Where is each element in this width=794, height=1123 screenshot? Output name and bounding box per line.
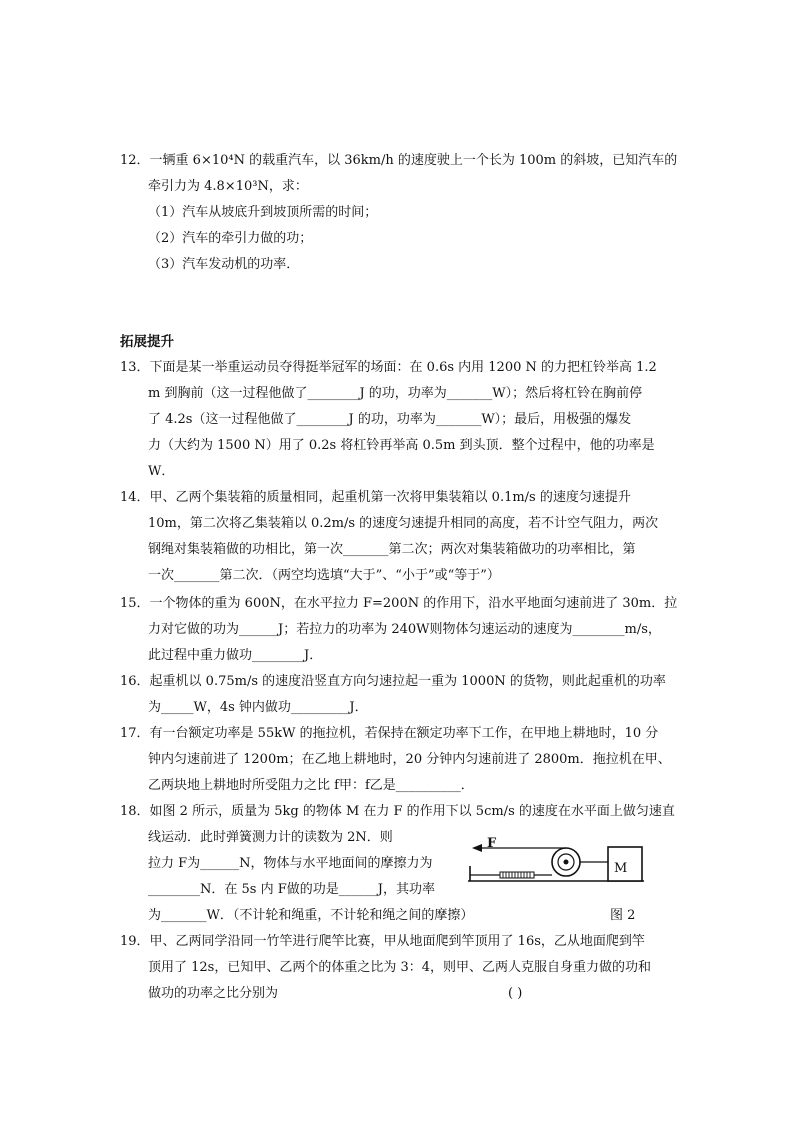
q18-line-2: 线运动．此时弹簧测力计的读数为 2N．则 [148,830,393,845]
q14-line-1: 14．甲、乙两个集装箱的质量相同，起重机第一次将甲集装箱以 0.1m/s 的速度匀速提升 [120,490,631,505]
spring-scale [500,872,534,878]
q13-line-4: 力（大约为 1500 N）用了 0.2s 将杠铃再举高 0.5m 到头顶．整个过程中，他的功率是 [148,438,655,453]
q13-line-2: m 到胸前（这一过程他做了________J 的功，功率为_______W）；然后将杠铃在胸前停 [148,386,643,401]
q15-line-2: 力对它做的功为______J；若拉力的功率为 240W则物体匀速运动的速度为________m/s， [148,622,661,637]
figure-caption: 图 2 [610,908,636,923]
q13-line-3: 了 4.2s（这一过程他做了________J 的功，功率为_______W）；最后，用极强的爆发 [148,412,632,427]
pulley-axle [564,860,569,865]
figure-force-label: F [487,836,497,851]
q19-line-3: 做功的功率之比分别为 [148,986,279,1001]
q16-line-1: 16．起重机以 0.75m/s 的速度沿竖直方向匀速拉起一重为 1000N 的货物，则此起重机的功率 [120,674,666,689]
q12-sub-1: （1）汽车从坡底升到坡顶所需的时间； [148,205,378,220]
q18-line-5: 为_______W．（不计轮和绳重，不计轮和绳之间的摩擦） [148,908,474,923]
q16-line-2: 为_____W，4s 钟内做功_________J． [148,700,368,715]
q13-line-1: 13．下面是某一举重运动员夺得挺举冠军的场面：在 0.6s 内用 1200 N 的力把杠铃举高 1.2 [120,360,657,375]
q14-line-2: 10m，第二次将乙集装箱以 0.2m/s 的速度匀速提升相同的高度，若不计空气阻力，两次 [148,516,659,531]
q12-sub-3: （3）汽车发动机的功率． [148,257,300,272]
q13-line-5: W． [148,464,175,479]
q14-line-3: 钢绳对集装箱做的功相比，第一次_______第二次；两次对集装箱做功的功率相比，第 [148,542,636,557]
q18-line-3: 拉力 F为______N，物体与水平地面间的摩擦力为 [148,856,433,871]
q15-line-3: 此过程中重力做功________J． [148,648,323,663]
q15-line-1: 15．一个物体的重为 600N，在水平拉力 F=200N 的作用下，沿水平地面匀速前进了 30m．拉 [120,596,678,611]
q12-line-1: 12．一辆重 6×10⁴N 的载重汽车，以 36km/h 的速度驶上一个长为 100m 的斜坡，已知汽车的 [120,153,678,168]
q19-line-1: 19．甲、乙两同学沿同一竹竿进行爬竿比赛，甲从地面爬到竿顶用了 16s，乙从地面爬到竿 [120,934,645,949]
force-arrow [472,844,482,852]
figure-block-label: M [614,861,628,876]
q19-line-2: 顶用了 12s，已知甲、乙两个的体重之比为 3：4，则甲、乙两人克服自身重力做的功和 [148,960,652,975]
q14-line-4: 一次_______第二次．（两空均选填“大于”、“小于”或“等于”） [148,568,500,583]
q17-line-1: 17．有一台额定功率是 55kW 的拖拉机，若保持在额定功率下工作，在甲地上耕地时，10 分 [120,726,659,741]
q17-line-3: 乙两块地上耕地时所受阻力之比 f甲：f乙是__________． [148,778,474,793]
q18-line-1: 18．如图 2 所示，质量为 5kg 的物体 M 在力 F 的作用下以 5cm/s 的速度在水平面上做匀速直 [120,804,675,819]
q17-line-2: 钟内匀速前进了 1200m；在乙地上耕地时，20 分钟内匀速前进了 2800m．拖拉机在甲、 [148,752,671,767]
section-title: 拓展提升 [120,334,174,350]
q18-line-4: ________N．在 5s 内 F做的功是______J，其功率 [148,882,435,897]
q12-line-2: 牵引力为 4.8×10³N，求： [148,179,308,194]
q12-sub-2: （2）汽车的牵引力做的功； [148,231,313,246]
q19-answer-paren: ( ) [508,986,523,1001]
